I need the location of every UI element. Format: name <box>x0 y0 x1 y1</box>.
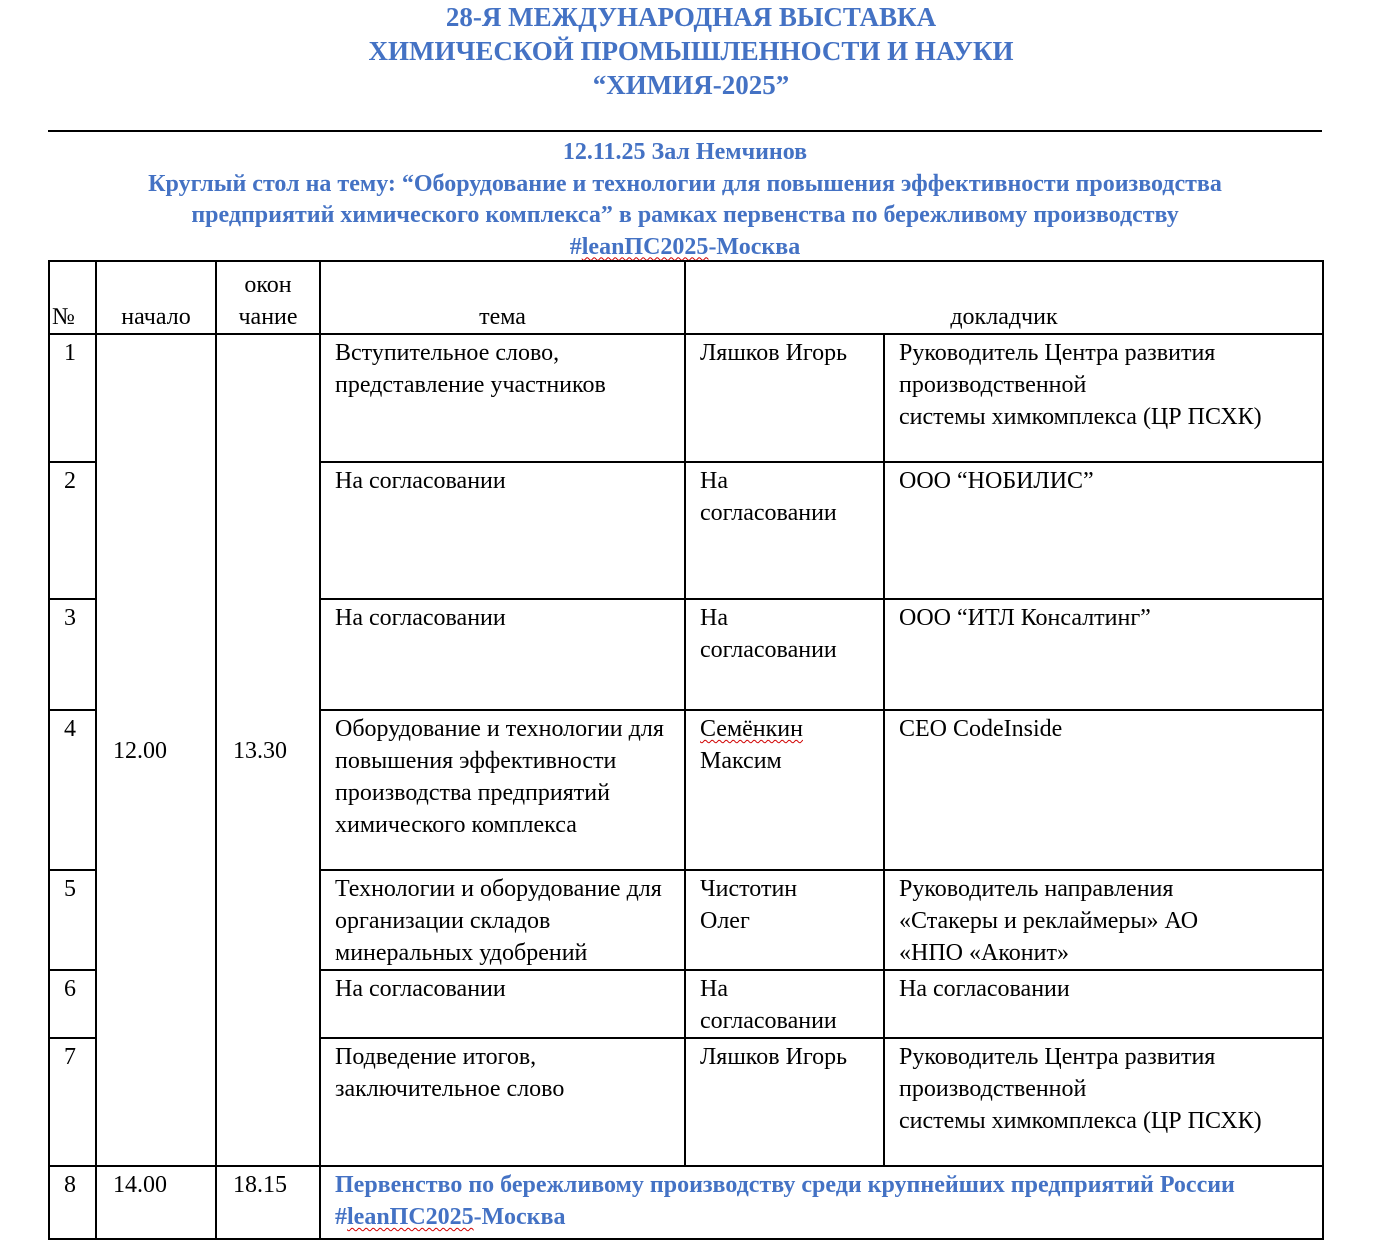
event-title-line-3: “ХИМИЯ-2025” <box>592 70 790 100</box>
row-organization: Руководитель Центра развития производственной системы химкомплекса (ЦР ПСХК) <box>884 334 1323 462</box>
block-end-time: 13.30 <box>216 334 320 1166</box>
row-speaker: Чистотин Олег <box>685 870 884 970</box>
event-title-line-2: ХИМИЧЕСКОЙ ПРОМЫШЛЕННОСТИ И НАУКИ <box>368 36 1014 66</box>
row-topic: На согласовании <box>320 599 685 710</box>
final-start-time: 14.00 <box>96 1166 216 1239</box>
row-organization: На согласовании <box>884 970 1323 1038</box>
row-topic: На согласовании <box>320 970 685 1038</box>
row-organization: ООО “НОБИЛИС” <box>884 462 1323 599</box>
speaker-first-name: Семёнкин <box>700 716 803 742</box>
row-topic: На согласовании <box>320 462 685 599</box>
roundtable-line-1: Круглый стол на тему: “Оборудование и технологии для повышения эффективности производства <box>148 170 1222 197</box>
row-num: 3 <box>49 599 96 710</box>
row-speaker: На согласовании <box>685 970 884 1038</box>
row-topic: Подведение итогов, заключительное слово <box>320 1038 685 1166</box>
block-start-time: 12.00 <box>96 334 216 1166</box>
speaker-last-name: Максим <box>700 748 782 774</box>
hashtag-word: leanПС2025 <box>581 233 709 260</box>
table-row-final <box>49 1166 1323 1239</box>
roundtable-line-2: предприятий химического комплекса” в рамках первенства по бережливому производству <box>191 202 1179 228</box>
session-heading <box>48 137 1322 263</box>
row-speaker <box>685 710 884 870</box>
header-num: № <box>49 261 96 334</box>
row-speaker: На согласовании <box>685 599 884 710</box>
event-title-line-1: 28-Я МЕЖДУНАРОДНАЯ ВЫСТАВКА <box>445 2 937 32</box>
final-event-text <box>320 1166 1323 1239</box>
hashtag-suffix: -Москва <box>708 233 801 260</box>
final-hashtag-word: leanПС2025 <box>347 1204 474 1230</box>
row-organization: CEO CodeInside <box>884 710 1323 870</box>
header-speaker: докладчик <box>685 261 1323 334</box>
date-hall: 12.11.25 Зал Немчинов <box>562 139 808 165</box>
row-organization: ООО “ИТЛ Консалтинг” <box>884 599 1323 710</box>
event-title <box>0 0 1378 102</box>
final-text-after: -Москва <box>473 1204 566 1230</box>
row-num: 2 <box>49 462 96 599</box>
hashtag-line <box>48 232 1322 264</box>
row-num: 5 <box>49 870 96 970</box>
table-header-row <box>49 261 1323 334</box>
header-end: окон чание <box>216 261 320 334</box>
row-num: 6 <box>49 970 96 1038</box>
row-speaker: Ляшков Игорь <box>685 334 884 462</box>
header-topic: тема <box>320 261 685 334</box>
row-topic: Вступительное слово, представление участников <box>320 334 685 462</box>
row-num: 8 <box>49 1166 96 1239</box>
final-text-before: Первенство по бережливому производству среди крупнейших предприятий России # <box>335 1172 1235 1230</box>
row-topic: Технологии и оборудование для организации складов минеральных удобрений <box>320 870 685 970</box>
final-end-time: 18.15 <box>216 1166 320 1239</box>
row-topic: Оборудование и технологии для повышения эффективности производства предприятий химического комплекса <box>320 710 685 870</box>
schedule-table <box>48 260 1324 1240</box>
table-row <box>49 334 1323 462</box>
header-divider <box>48 130 1322 132</box>
row-num: 1 <box>49 334 96 462</box>
row-num: 7 <box>49 1038 96 1166</box>
header-start: начало <box>96 261 216 334</box>
row-speaker: На согласовании <box>685 462 884 599</box>
row-organization: Руководитель Центра развития производственной системы химкомплекса (ЦР ПСХК) <box>884 1038 1323 1166</box>
row-organization: Руководитель направления «Стакеры и реклаймеры» АО «НПО «Аконит» <box>884 870 1323 970</box>
hashtag-prefix: # <box>569 233 582 260</box>
row-speaker: Ляшков Игорь <box>685 1038 884 1166</box>
row-num: 4 <box>49 710 96 870</box>
